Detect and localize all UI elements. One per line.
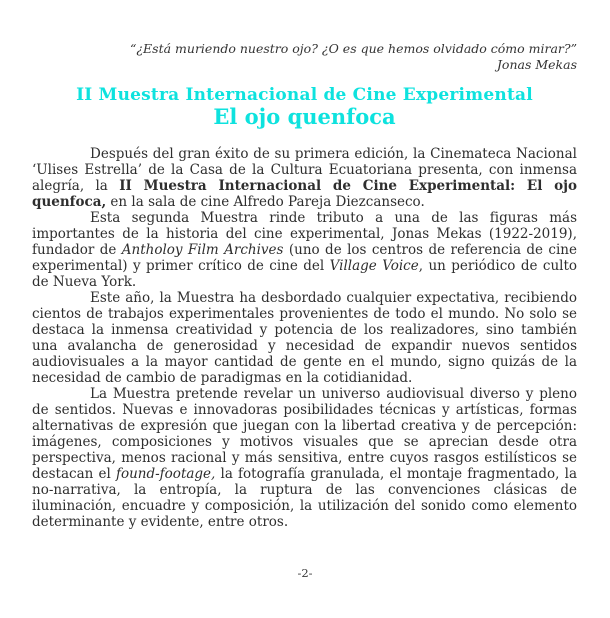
paragraph-3	[32, 290, 577, 386]
paragraph-1-run-2-bold: II Muestra Internacional de Cine Experimental: El ojo quenfoca,	[32, 178, 577, 210]
document-body	[32, 146, 577, 530]
paragraph-4-run-3: la fotografía granulada, el montaje fragmentado, la no-narrativa, la entropía, la ruptura de las convenciones clásicas de iluminación, encuadre y composición, la utilización del sonido como elemento determinante y evidente, entre otros.	[32, 466, 577, 530]
paragraph-2-run-5: , un periódico de culto de Nueva York.	[32, 258, 578, 290]
paragraph-4-run-1: La Muestra pretende revelar un universo audiovisual diverso y pleno de sentidos. Nuevas e innovadoras posibilidades técnicas y artísticas, formas alternativas de expresión que juegan con la libertad creativa y de percepción: imágenes, composiciones y motivos visuales que se aprecian desde otra perspectiva, menos racional y más sensitiva, entre cuyos rasgos estilísticos se destacan el	[32, 386, 577, 482]
page-title	[32, 86, 577, 128]
epigraph-quote: “¿Está muriendo nuestro ojo? ¿O es que hemos olvidado cómo mirar?”	[129, 41, 577, 56]
page-footer	[0, 566, 610, 580]
paragraph-2-run-2-italic: Antholoy Film Archives	[121, 242, 284, 258]
paragraph-2-run-3: (uno de los centros de referencia de cine experimental) y primer crítico de cine del	[32, 242, 577, 274]
page-number: -2-	[297, 566, 313, 580]
paragraph-4	[32, 386, 577, 530]
paragraph-2-run-1: Esta segunda Muestra rinde tributo a una de las figuras más importantes de la historia del cine experimental, Jonas Mekas (1922-2019), fundador de	[32, 210, 577, 258]
paragraph-3-run-1: Este año, la Muestra ha desbordado cualquier expectativa, recibiendo cientos de trabajos experimentales provenientes de todo el mundo. No solo se destaca la inmensa creatividad y potencia de los realizadores, sino también una avalancha de generosidad y necesidad de expandir nuevos sentidos audiovisuales a la mayor cantidad de gente en el mundo, signo quizás de la necesidad de cambio de paradigmas en la cotidianidad.	[32, 290, 577, 386]
paragraph-1-run-3: en la sala de cine Alfredo Pareja Diezcanseco.	[106, 194, 425, 210]
title-line-2: El ojo quenfoca	[213, 104, 396, 129]
paragraph-1-run-1: Después del gran éxito de su primera edición, la Cinemateca Nacional ‘Ulises Estrella’ de la Casa de la Cultura Ecuatoriana presenta, con inmensa alegría, la	[32, 146, 577, 194]
epigraph-attribution: Jonas Mekas	[496, 57, 577, 72]
title-line-1: II Muestra Internacional de Cine Experimental	[76, 85, 533, 105]
paragraph-1	[32, 146, 577, 210]
paragraph-2-run-4-italic: Village Voice	[329, 258, 419, 274]
epigraph	[32, 41, 577, 72]
paragraph-4-run-2-italic: found-footage,	[115, 466, 216, 482]
paragraph-2	[32, 210, 577, 290]
